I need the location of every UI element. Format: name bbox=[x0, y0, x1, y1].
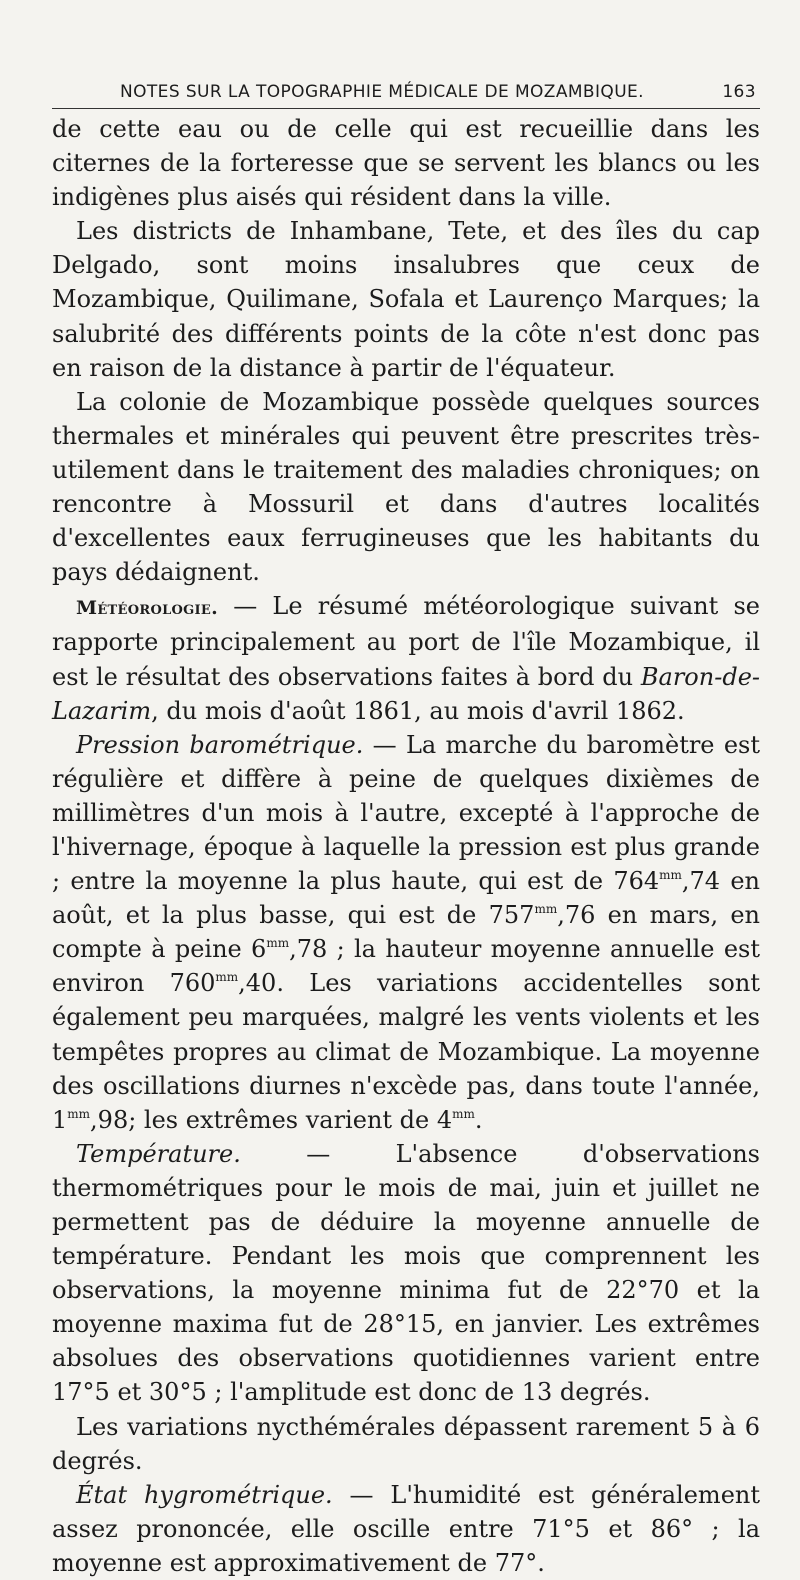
section-heading-pressure: Pression barométrique. bbox=[76, 730, 364, 759]
unit-mm-1: mm bbox=[659, 868, 682, 883]
paragraph-thermal-sources: La colonie de Mozambique possède quelques sources thermales et minérales qui peuvent être prescrites très-utilement dans le traitement des maladies chroniques; on rencontre à Mossuril et dans d'autres localités d'excellentes eaux ferrugineuses que les habitants du pays dédaignent. bbox=[52, 387, 760, 587]
meteorology-text-b: , du mois d'août 1861, au mois d'avril 1862. bbox=[151, 696, 685, 725]
paragraph-water-continuation: de cette eau ou de celle qui est recueillie dans les citernes de la forteresse que se servent les blancs ou les indigènes plus aisés qui résident dans la ville. bbox=[52, 115, 760, 212]
ship-name: Baron-de-Lazarim bbox=[52, 662, 760, 725]
paragraph-districts: Les districts de Inhambane, Tete, et des îles du cap Delgado, sont moins insalubres que ceux de Mozambique, Quilimane, Sofala et Laurenço Marques; la salubrité des différents points de la côte n'est donc pas en raison de la distance à partir de l'équateur. bbox=[52, 217, 760, 382]
pressure-text-1: — La marche du baromètre est régulière et diffère à peine de quelques dixièmes de millimètres d'un mois à l'autre, excepté à l'approche de l'hivernage, époque à laquelle la pression est plus grande ; entre la moyenne la plus haute, qui est de 764 bbox=[52, 730, 760, 896]
unit-mm-4: mm bbox=[215, 970, 239, 985]
unit-mm-5: mm bbox=[67, 1106, 91, 1121]
meteorology-text-a: — Le résumé météorologique suivant se rapporte principalement au port de l'île Mozambique, il est le résultat des observations faites à bord du bbox=[52, 592, 760, 691]
pressure-text-6: ,98; les extrêmes varient de 4 bbox=[90, 1105, 453, 1134]
page-body bbox=[52, 112, 760, 1580]
temperature-text: — L'absence d'observations thermométriques pour le mois de mai, juin et juillet ne permettent pas de déduire la moyenne annuelle de température. Pendant les mois que comprennent les observations, la moyenne minima fut de 22°70 et la moyenne maxima fut de 28°15, en janvier. Les extrêmes absolues des observations quotidiennes varient entre 17°5 et 30°5 ; l'amplitude est donc de 13 degrés. bbox=[52, 1139, 760, 1407]
section-heading-temperature: Température. bbox=[76, 1139, 241, 1168]
hygrometric-text: — L'humidité est généralement assez prononcée, elle oscille entre 71°5 et 86° ; la moyenne est approximativement de 77°. bbox=[52, 1480, 760, 1577]
paragraph-meteorology bbox=[52, 589, 760, 727]
unit-mm-3: mm bbox=[266, 936, 290, 951]
section-heading-meteorology: Météorologie. bbox=[76, 597, 219, 620]
page-number: 163 bbox=[722, 82, 756, 102]
pressure-text-3: ,76 en mars, en compte à peine 6 bbox=[52, 901, 760, 964]
pressure-text-5: ,40. Les variations accidentelles sont également peu marquées, malgré les vents violents et les tempêtes propres au climat de Mozambique. La moyenne des oscillations diurnes n'excède pas, dans toute l'année, 1 bbox=[52, 969, 760, 1134]
paragraph-temperature bbox=[52, 1137, 760, 1410]
section-heading-hygrometric: État hygrométrique. bbox=[76, 1480, 333, 1509]
running-header bbox=[52, 78, 760, 109]
paragraph-hygrometric bbox=[52, 1478, 760, 1580]
unit-mm-6: mm bbox=[452, 1106, 475, 1121]
running-title: NOTES SUR LA TOPOGRAPHIE MÉDICALE DE MOZAMBIQUE. bbox=[120, 82, 644, 102]
unit-mm-2: mm bbox=[534, 902, 558, 917]
paragraph-barometric-pressure bbox=[52, 728, 760, 1137]
pressure-text-2: ,74 en août, et la plus basse, qui est de 757 bbox=[52, 867, 760, 930]
pressure-text-4: ,78 ; la hauteur moyenne annuelle est environ 760 bbox=[52, 935, 760, 998]
paragraph-nycthemeral: Les variations nycthémérales dépassent rarement 5 à 6 degrés. bbox=[52, 1412, 760, 1475]
pressure-text-7: . bbox=[474, 1105, 483, 1134]
